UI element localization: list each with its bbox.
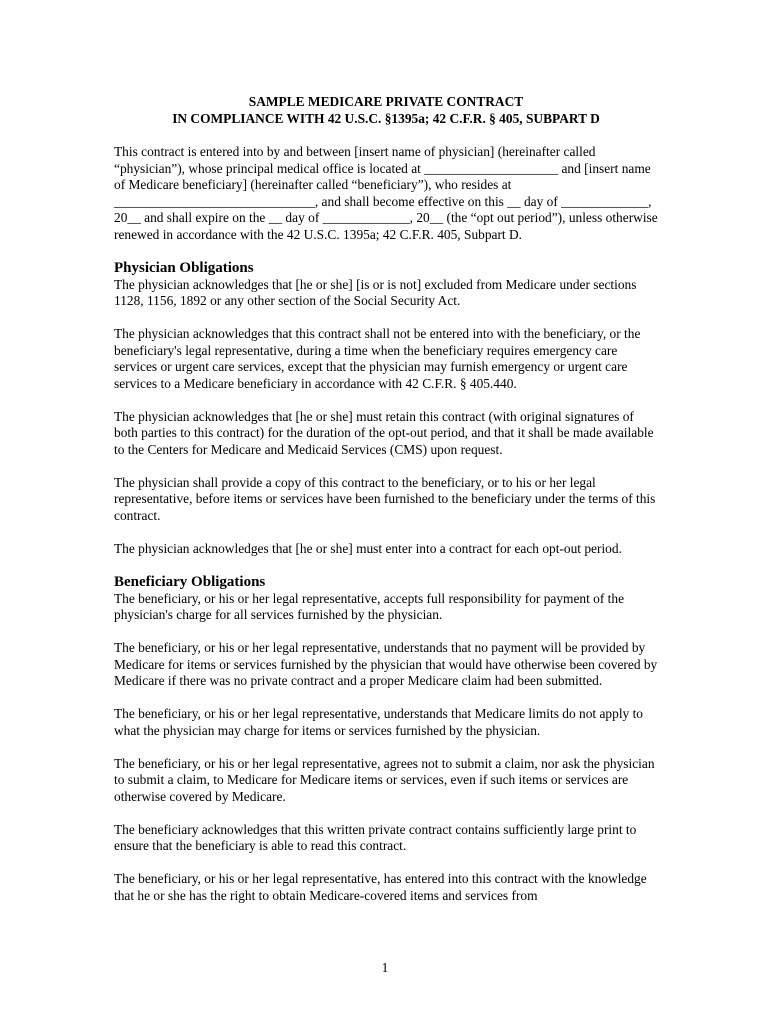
- page-number: 1: [381, 960, 389, 975]
- beneficiary-obligations-heading: Beneficiary Obligations: [114, 573, 266, 590]
- document-body: [114, 94, 658, 921]
- intro-paragraph: This contract is entered into by and between [insert name of physician] (hereinafter called “physician”), whose principal medical office is located at ____________________ and [insert name of Medicare beneficiary] (hereinafter called “beneficiary”), who resides at ______________________________, and shall become effective on this __ day of _____________, 20__ and shall expire on the __ day of _____________, 20__ (the “opt out period”), unless otherwise renewed in accordance with the 42 U.S.C. 1395a; 42 C.F.R. 405, Subpart D.: [114, 144, 658, 242]
- beneficiary-paragraph-2: The beneficiary, or his or her legal representative, understands that no payment will be provided by Medicare for items or services furnished by the physician that would have otherwise been covered by Medicare if there was no private contract and a proper Medicare claim had been submitted.: [114, 640, 658, 688]
- physician-paragraph-2: The physician acknowledges that this contract shall not be entered into with the beneficiary, or the beneficiary's legal representative, during a time when the beneficiary requires emergency care services or urgent care services, except that the physician may furnish emergency or urgent care services to a Medicare beneficiary in accordance with 42 C.F.R. § 405.440.: [114, 326, 641, 391]
- physician-paragraph-5: The physician acknowledges that [he or she] must enter into a contract for each opt-out period.: [114, 540, 622, 556]
- document-title: [114, 94, 658, 127]
- beneficiary-paragraph-4: The beneficiary, or his or her legal representative, agrees not to submit a claim, nor ask the physician to submit a claim, to Medicare for Medicare items or services, even if such items or services are otherwise covered by Medicare.: [114, 755, 655, 804]
- title-line-2: IN COMPLIANCE WITH 42 U.S.C. §1395a; 42 C.F.R. § 405, SUBPART D: [172, 110, 600, 126]
- beneficiary-paragraph-5: The beneficiary acknowledges that this written private contract contains sufficiently large print to ensure that the beneficiary is able to read this contract.: [114, 821, 637, 853]
- physician-paragraph-3: The physician acknowledges that [he or she] must retain this contract (with original signatures of both parties to this contract) for the duration of the opt-out period, and that it shall be made available to the Centers for Medicare and Medicaid Services (CMS) upon request.: [114, 408, 654, 457]
- physician-paragraph-1: The physician acknowledges that [he or she] [is or is not] excluded from Medicare under sections 1128, 1156, 1892 or any other section of the Social Security Act.: [114, 276, 637, 308]
- physician-paragraph-4: The physician shall provide a copy of this contract to the beneficiary, or to his or her legal representative, before items or services have been furnished to the beneficiary under the terms of this contract.: [114, 474, 656, 523]
- beneficiary-paragraph-1: The beneficiary, or his or her legal representative, accepts full responsibility for payment of the physician's charge for all services furnished by the physician.: [114, 590, 625, 622]
- beneficiary-paragraph-6: The beneficiary, or his or her legal representative, has entered into this contract with the knowledge that he or she has the right to obtain Medicare-covered items and services from: [114, 871, 647, 903]
- title-line-1: SAMPLE MEDICARE PRIVATE CONTRACT: [248, 94, 524, 109]
- physician-obligations-heading: Physician Obligations: [114, 259, 254, 276]
- beneficiary-paragraph-3: The beneficiary, or his or her legal representative, understands that Medicare limits do not apply to what the physician may charge for items or services furnished by the physician.: [114, 706, 644, 738]
